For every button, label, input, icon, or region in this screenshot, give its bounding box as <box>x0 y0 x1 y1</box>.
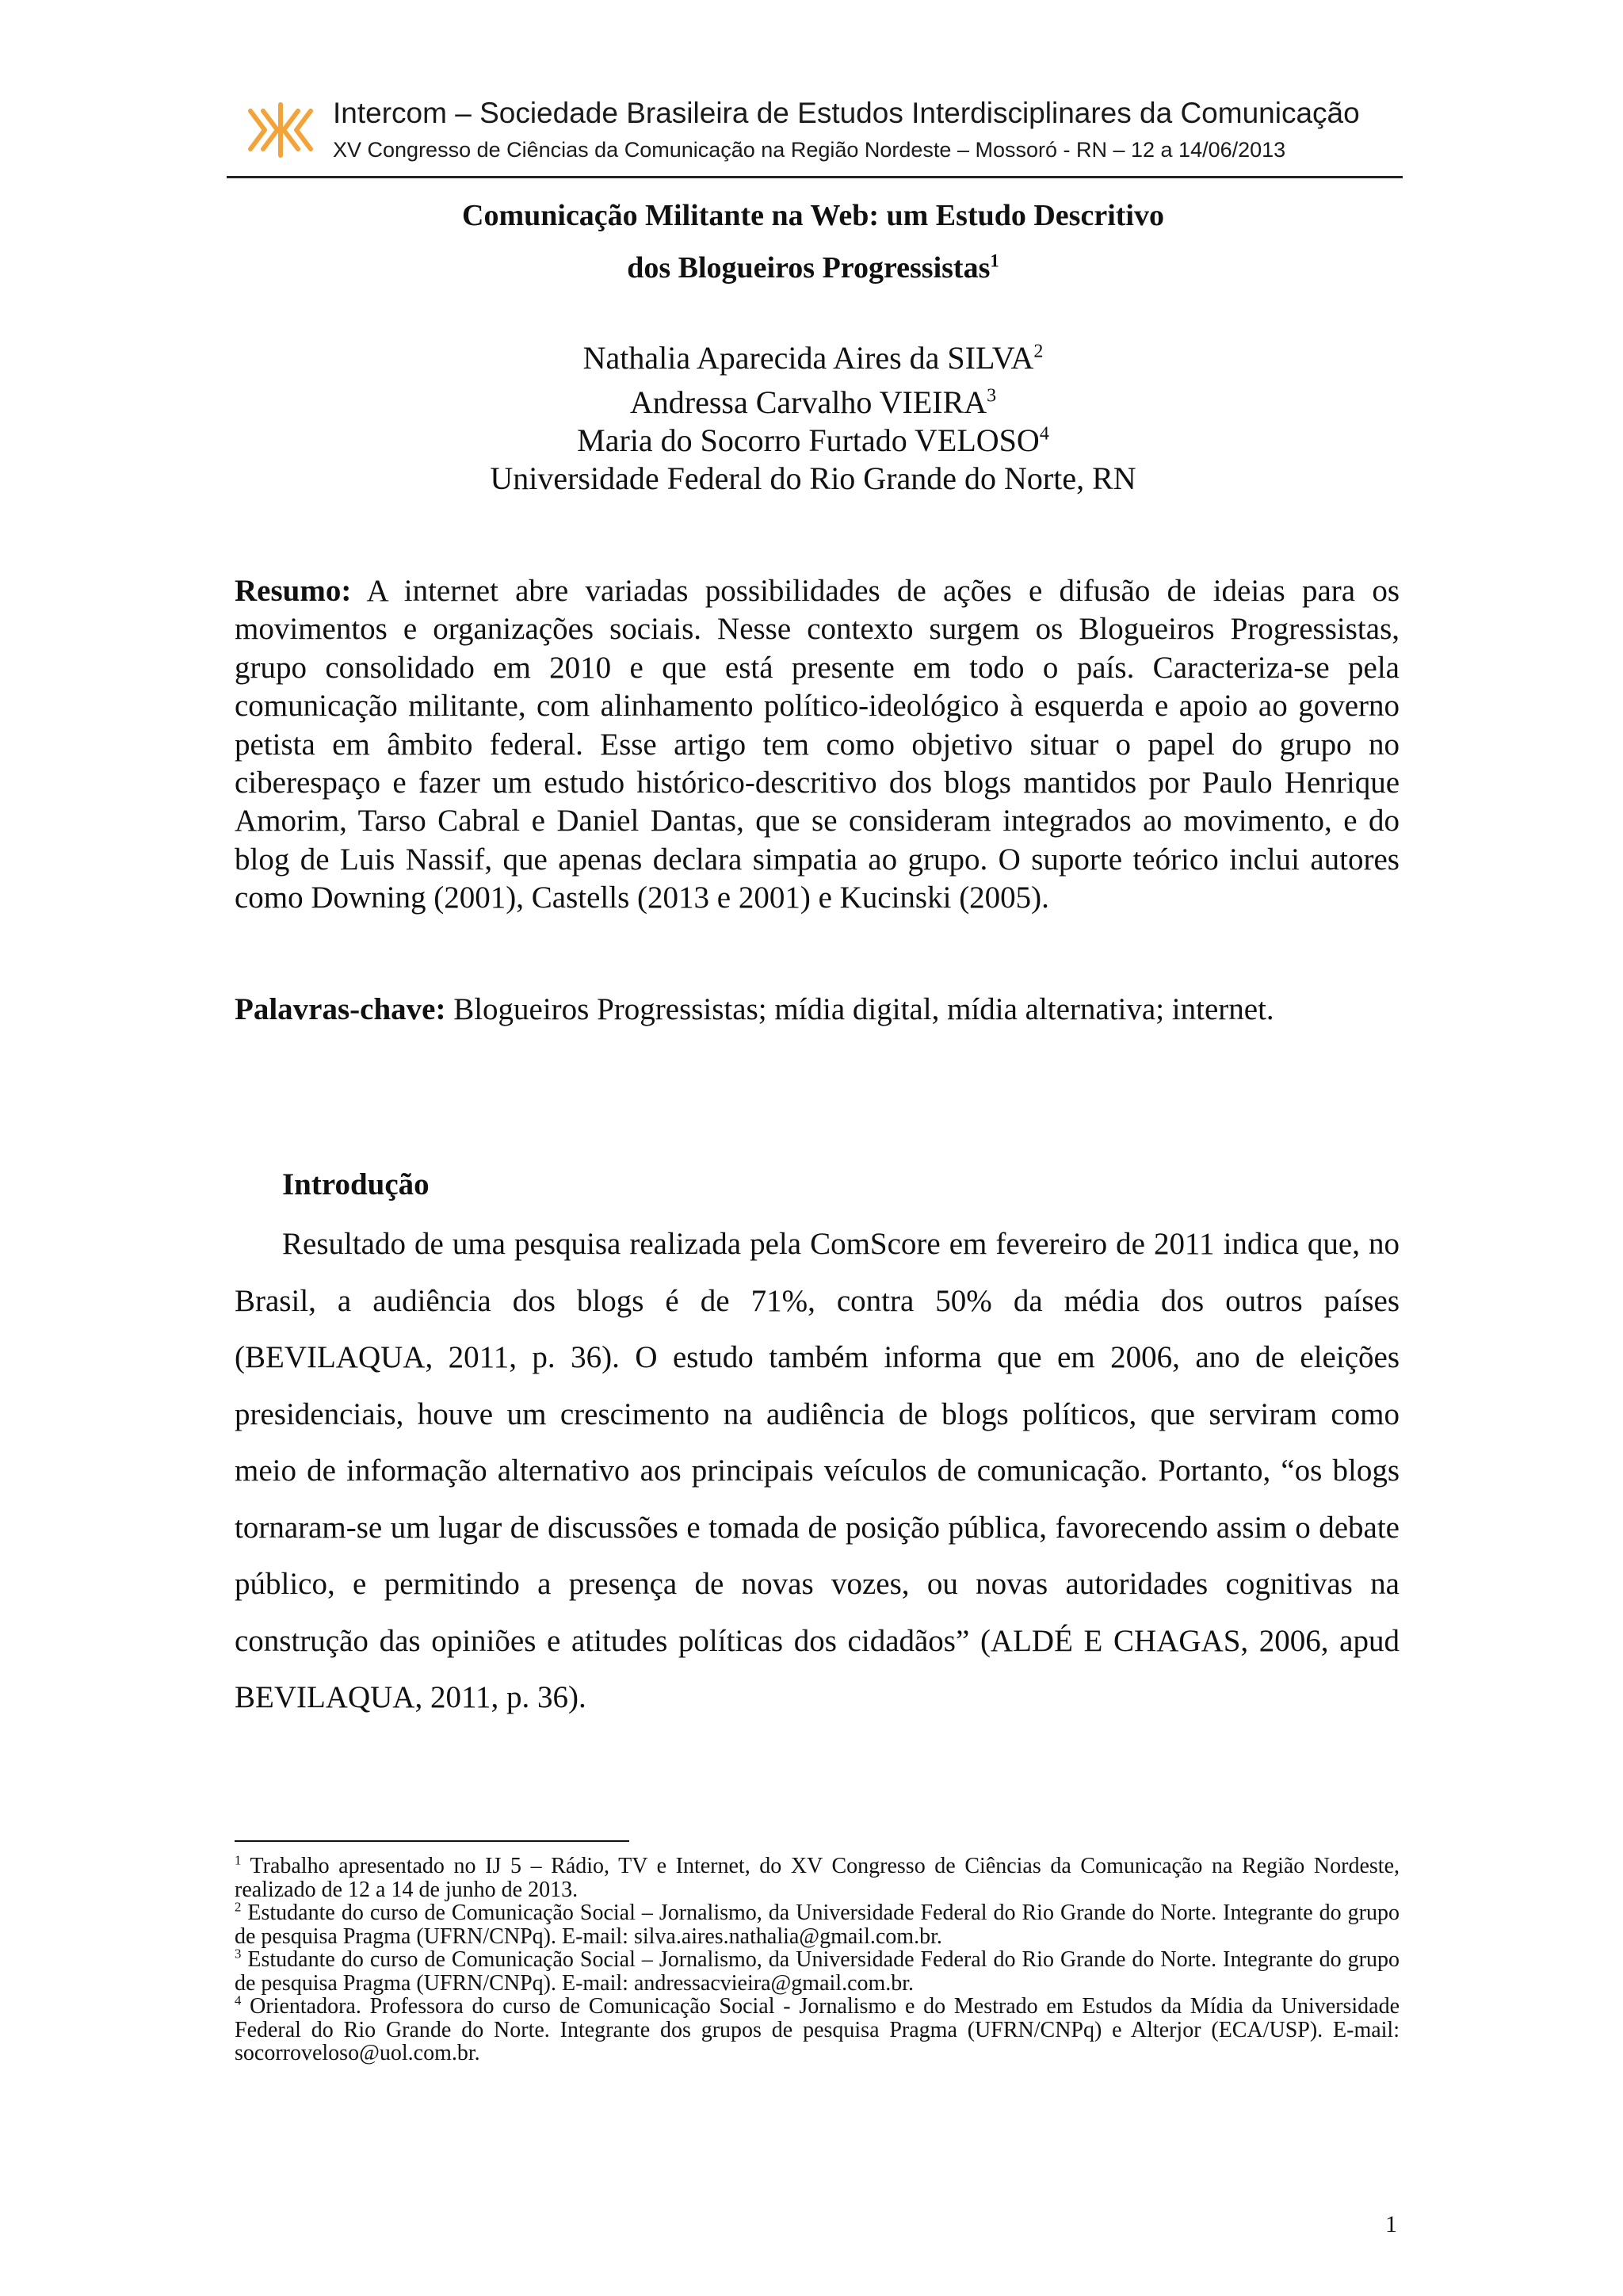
congress-name: XV Congresso de Ciências da Comunicação na Região Nordeste – Mossoró - RN – 12 a 14/06/2013 <box>333 138 1286 162</box>
title-text: dos Blogueiros Progressistas <box>627 251 991 285</box>
author-footnote-mark: 4 <box>1039 423 1049 445</box>
footnote-2 <box>235 1901 1400 1948</box>
author-footnote-mark: 2 <box>1033 341 1044 362</box>
page-number: 1 <box>1385 2211 1397 2237</box>
keywords <box>235 991 1400 1029</box>
footnotes <box>235 1852 1400 2065</box>
paper-title-line-1: Comunicação Militante na Web: um Estudo Descritivo <box>462 199 1164 232</box>
paper-title-line-2 <box>235 250 1392 285</box>
author-1 <box>235 339 1392 376</box>
footnote-mark: 1 <box>235 1852 242 1868</box>
affiliation: Universidade Federal do Rio Grande do Norte, RN <box>490 460 1136 496</box>
author-2 <box>235 384 1392 421</box>
footnote-mark: 3 <box>235 1946 242 1962</box>
intercom-logo-icon <box>242 100 319 160</box>
keywords-text: Blogueiros Progressistas; mídia digital, mídia alternativa; internet. <box>445 992 1274 1026</box>
header-divider <box>227 176 1403 178</box>
author-name: Maria do Socorro Furtado VELOSO <box>577 422 1040 458</box>
author-footnote-mark: 3 <box>987 385 997 407</box>
organization-name: Intercom – Sociedade Brasileira de Estudos Interdisciplinares da Comunicação <box>333 97 1360 129</box>
page-header <box>227 94 1403 179</box>
abstract-text: A internet abre variadas possibilidades de ações e difusão de ideias para os movimentos e organizações sociais. Nesse contexto surgem os Blogueiros Progressistas, grupo consolidado em 2010 e que está presente em todo o país. Caracteriza-se pela comunicação militante, com alinhamento político-ideológico à esquerda e apoio ao governo petista em âmbito federal. Esse artigo tem como objetivo situar o papel do grupo no ciberespaço e fazer um estudo histórico-descritivo dos blogs mantidos por Paulo Henrique Amorim, Tarso Cabral e Daniel Dantas, que se consideram integrados ao movimento, e do blog de Luis Nassif, que apenas declara simpatia ao grupo. O suporte teórico inclui autores como Downing (2001), Castells (2013 e 2001) e Kucinski (2005). <box>235 574 1400 915</box>
abstract-label: Resumo: <box>235 574 352 608</box>
footnote-divider <box>235 1840 629 1842</box>
footnote-mark: 4 <box>235 1992 242 2008</box>
author-name: Andressa Carvalho VIEIRA <box>629 384 987 420</box>
author-3 <box>235 422 1392 459</box>
keywords-label: Palavras-chave: <box>235 992 446 1026</box>
footnote-1 <box>235 1852 1400 1902</box>
section-heading-introduction: Introdução <box>282 1167 430 1201</box>
introduction-paragraph: Resultado de uma pesquisa realizada pela ComScore em fevereiro de 2011 indica que, no Brasil, a audiência dos blogs é de 71%, contra 50% da média dos outros países (BEVILAQUA, 2011, p. 36). O estudo também informa que em 2006, ano de eleições presidenciais, houve um crescimento na audiência de blogs políticos, que serviram como meio de informação alternativo aos principais veículos de comunicação. Portanto, “os blogs tornaram-se um lugar de discussões e tomada de posição pública, favorecendo assim o debate público, e permitindo a presença de novas vozes, ou novas autoridades cognitivas na construção das opiniões e atitudes políticas dos cidadãos” (ALDÉ E CHAGAS, 2006, apud BEVILAQUA, 2011, p. 36). <box>235 1227 1400 1714</box>
title-footnote-mark: 1 <box>990 250 999 271</box>
footnote-3 <box>235 1948 1400 1995</box>
author-name: Nathalia Aparecida Aires da SILVA <box>582 340 1034 376</box>
footnote-text: Orientadora. Professora do curso de Comunicação Social - Jornalismo e do Mestrado em Estudos da Mídia da Universidade Federal do Rio Grande do Norte. Integrante dos grupos de pesquisa Pragma (UFRN/CNPq) e Alterjor (ECA/USP). E-mail: socorroveloso@uol.com.br. <box>235 1994 1400 2065</box>
abstract <box>235 572 1400 918</box>
footnote-text: Trabalho apresentado no IJ 5 – Rádio, TV e Internet, do XV Congresso de Ciências da Comunicação na Região Nordeste, realizado de 12 a 14 de junho de 2013. <box>235 1854 1400 1902</box>
footnote-mark: 2 <box>235 1899 242 1915</box>
footnote-4 <box>235 1992 1400 2065</box>
footnote-text: Estudante do curso de Comunicação Social – Jornalismo, da Universidade Federal do Rio Grande do Norte. Integrante do grupo de pesquisa Pragma (UFRN/CNPq). E-mail: silva.aires.nathalia@gmail.com.br. <box>235 1901 1400 1949</box>
footnote-text: Estudante do curso de Comunicação Social – Jornalismo, da Universidade Federal do Rio Grande do Norte. Integrante do grupo de pesquisa Pragma (UFRN/CNPq). E-mail: andressacvieira@gmail.com.br. <box>235 1947 1400 1996</box>
